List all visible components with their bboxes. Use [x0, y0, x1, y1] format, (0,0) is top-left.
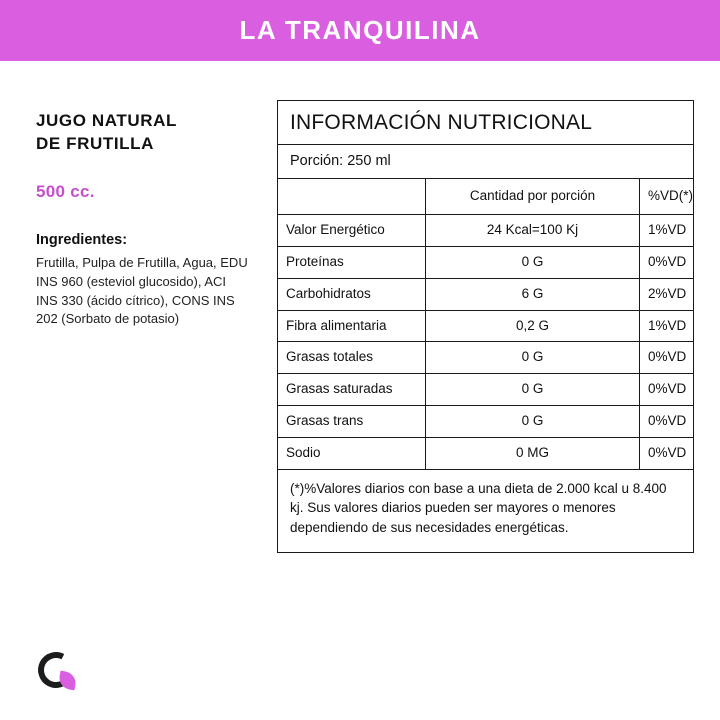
row-amount: 0 G [426, 374, 640, 406]
row-label: Grasas totales [278, 342, 426, 374]
column-header-amount: Cantidad por porción [426, 179, 640, 214]
row-label: Proteínas [278, 246, 426, 278]
row-vd: 0%VD [640, 374, 694, 406]
row-label: Grasas trans [278, 406, 426, 438]
table-row [278, 374, 693, 406]
row-vd: 0%VD [640, 246, 694, 278]
table-row [278, 438, 693, 470]
nutrition-table [278, 179, 693, 470]
row-amount: 0,2 G [426, 310, 640, 342]
company-logo [38, 652, 80, 694]
table-row [278, 406, 693, 438]
row-label: Fibra alimentaria [278, 310, 426, 342]
product-info-column [36, 110, 261, 329]
column-header-blank [278, 179, 426, 214]
product-name-line1: JUGO NATURAL [36, 111, 177, 130]
row-amount: 0 G [426, 246, 640, 278]
nutrition-title: INFORMACIÓN NUTRICIONAL [278, 101, 693, 145]
nutrition-footnote: (*)%Valores diarios con base a una dieta de 2.000 kcal u 8.400 kj. Sus valores diarios pueden ser mayores o menores dependiendo de sus necesidades energéticas. [290, 480, 667, 535]
ingredients-title: Ingredientes: [36, 231, 128, 248]
table-row [278, 342, 693, 374]
row-vd: 2%VD [640, 278, 694, 310]
nutrition-portion: Porción: 250 ml [278, 145, 693, 179]
table-row [278, 310, 693, 342]
row-amount: 0 G [426, 342, 640, 374]
row-vd: 0%VD [640, 438, 694, 470]
table-header-row [278, 179, 693, 214]
ingredients-text: Frutilla, Pulpa de Frutilla, Agua, EDU INS 960 (esteviol glucosido), ACI INS 330 (ácido cítrico), CONS INS 202 (Sorbato de potasio) [36, 254, 248, 327]
row-label: Carbohidratos [278, 278, 426, 310]
row-vd: 0%VD [640, 406, 694, 438]
table-row [278, 278, 693, 310]
column-header-vd: %VD(*) [640, 179, 694, 214]
row-amount: 0 MG [426, 438, 640, 470]
header-band [0, 0, 720, 61]
product-name [36, 110, 261, 156]
table-row [278, 246, 693, 278]
row-vd: 0%VD [640, 342, 694, 374]
row-amount: 24 Kcal=100 Kj [426, 214, 640, 246]
row-vd: 1%VD [640, 214, 694, 246]
row-label: Sodio [278, 438, 426, 470]
row-label: Valor Energético [278, 214, 426, 246]
table-row [278, 214, 693, 246]
row-amount: 0 G [426, 406, 640, 438]
product-volume: 500 cc. [36, 181, 95, 201]
nutrition-facts-panel [277, 100, 694, 553]
row-amount: 6 G [426, 278, 640, 310]
brand-title: LA TRANQUILINA [239, 15, 481, 45]
row-vd: 1%VD [640, 310, 694, 342]
product-name-line2: DE FRUTILLA [36, 133, 155, 153]
row-label: Grasas saturadas [278, 374, 426, 406]
